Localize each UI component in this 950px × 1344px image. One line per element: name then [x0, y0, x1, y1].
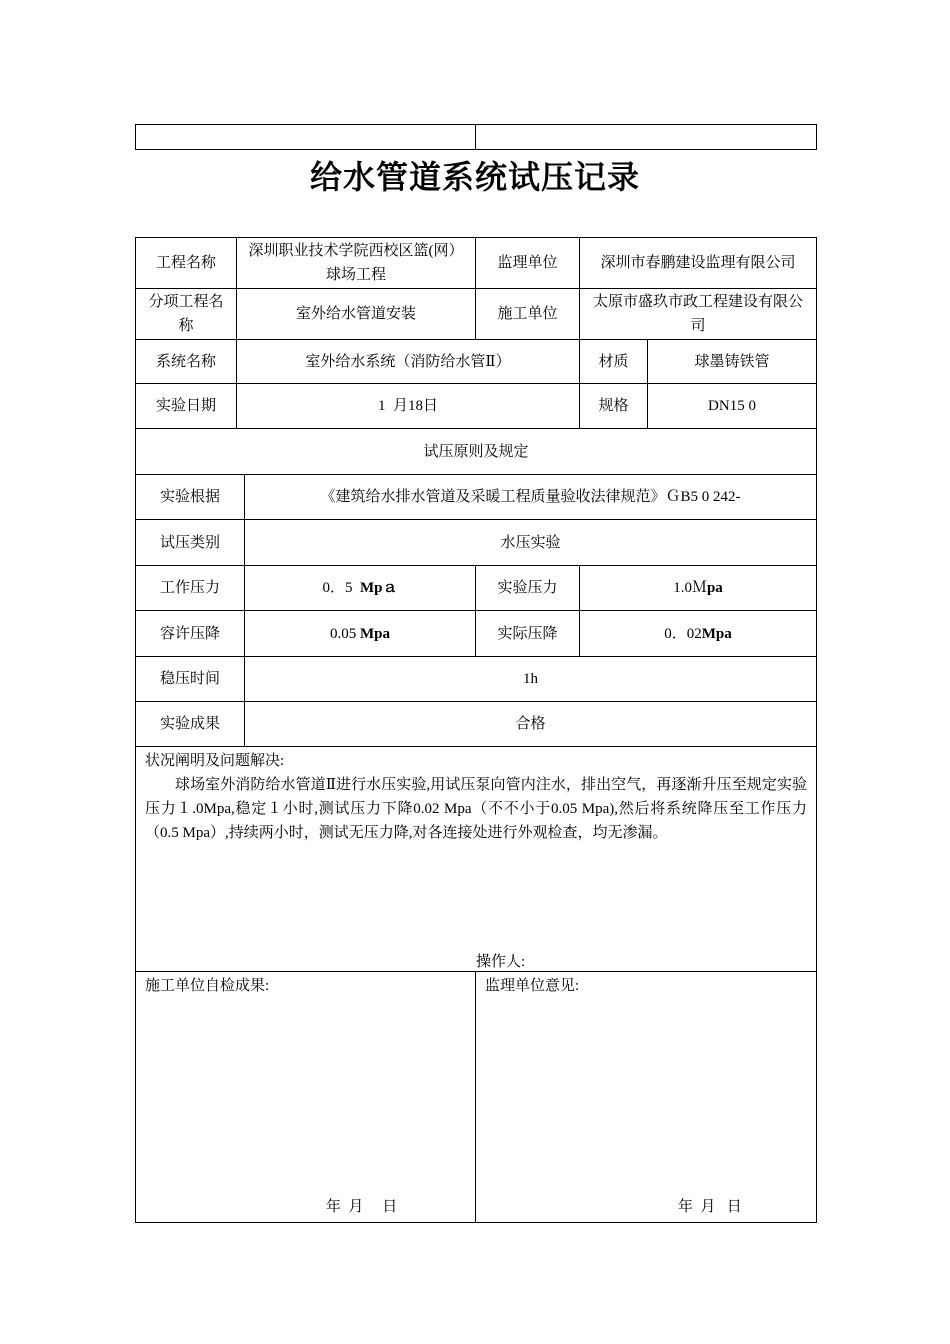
pressure-row: [136, 566, 817, 611]
date-row: [136, 384, 817, 429]
spec-value[interactable]: DN15 0: [648, 384, 817, 429]
actual-drop-value[interactable]: [580, 611, 817, 657]
material-value[interactable]: 球墨铸铁管: [648, 340, 817, 384]
work-pressure-number: 0．5: [322, 580, 357, 596]
actual-drop-number: 0．02: [664, 625, 702, 642]
self-check-date: 年 月 日: [326, 1199, 398, 1215]
drop-row: [136, 611, 817, 657]
project-label: 工程名称: [136, 238, 237, 289]
date-label: 实验日期: [136, 384, 237, 429]
supervisor-cell[interactable]: [476, 972, 817, 1223]
work-pressure-label: 工作压力: [136, 566, 245, 611]
actual-drop-unit: Mpa: [701, 625, 732, 642]
basis-row: [136, 475, 817, 520]
principles-row: [136, 429, 817, 475]
project-row: [136, 238, 817, 289]
construction-value[interactable]: 太原市盛玖市政工程建设有限公司: [580, 289, 817, 340]
self-check-cell[interactable]: [136, 972, 476, 1223]
type-value[interactable]: 水压实验: [245, 520, 817, 566]
test-record-table: [135, 237, 817, 1223]
allowed-drop-number: 0.05: [330, 625, 357, 642]
construction-label: 施工单位: [476, 289, 580, 340]
basis-label: 实验根据: [136, 475, 245, 520]
spec-label: 规格: [580, 384, 648, 429]
type-label: 试压类别: [136, 520, 245, 566]
test-pressure-unit: pa: [706, 580, 723, 596]
page-title: 给水管道系统试压记录: [309, 158, 640, 196]
actual-drop-label: 实际压降: [476, 611, 580, 657]
project-value[interactable]: 深圳职业技术学院西校区篮(网）球场工程: [237, 238, 476, 289]
allowed-drop-unit: Mpa: [360, 625, 390, 642]
subitem-label: 分项工程名称: [136, 289, 237, 340]
allowed-drop-label: 容许压降: [136, 611, 245, 657]
result-label: 实验成果: [136, 702, 245, 747]
self-check-label: 施工单位自检成果:: [145, 978, 270, 994]
result-row: [136, 702, 817, 747]
supervision-label: 监理单位: [476, 238, 580, 289]
allowed-drop-value[interactable]: [245, 611, 476, 657]
work-pressure-value[interactable]: [245, 566, 476, 611]
header-cell-left[interactable]: [136, 125, 476, 150]
notes-row: [136, 747, 817, 972]
subitem-row: [136, 289, 817, 340]
material-label: 材质: [580, 340, 648, 384]
test-pressure-label: 实验压力: [476, 566, 580, 611]
system-row: [136, 340, 817, 384]
system-label: 系统名称: [136, 340, 237, 384]
hold-time-row: [136, 657, 817, 702]
test-pressure-number: 1.0Ｍ: [673, 580, 707, 596]
supervisor-label: 监理单位意见:: [485, 978, 580, 994]
type-row: [136, 520, 817, 566]
basis-value[interactable]: 《建筑给水排水管道及采暖工程质量验收法律规范》ＧB5 0 242-: [245, 475, 817, 520]
header-cell-right[interactable]: [476, 125, 817, 150]
hold-time-value[interactable]: 1h: [245, 657, 817, 702]
subitem-value[interactable]: 室外给水管道安装: [237, 289, 476, 340]
test-pressure-value[interactable]: [580, 566, 817, 611]
signoff-row: [136, 972, 817, 1223]
principles-header: 试压原则及规定: [136, 429, 817, 475]
supervision-value[interactable]: 深圳市春鹏建设监理有限公司: [580, 238, 817, 289]
supervisor-date: 年 月 日: [678, 1199, 742, 1215]
work-pressure-unit: Mpａ: [360, 580, 398, 596]
notes-body: 球场室外消防给水管道Ⅱ进行水压实验,用试压泵向管内注水，排出空气，再逐渐升压至规定实验压力１.0Mpa,稳定１小时,测试压力下降0.02 Mpa（不不小于0.05 Mpa),然后将系统降压至工作压力（0.5 Mpa）,持续两小时，测试无压力降,对各连接处进行外观检查，均无渗漏。: [145, 777, 808, 841]
result-value[interactable]: 合格: [245, 702, 817, 747]
system-value[interactable]: 室外给水系统（消防给水管Ⅱ）: [237, 340, 580, 384]
operator-label: 操作人:: [476, 954, 526, 970]
header-table: [135, 124, 817, 150]
notes-label: 状况阐明及问题解决:: [145, 753, 285, 769]
hold-time-label: 稳压时间: [136, 657, 245, 702]
notes-cell[interactable]: [136, 747, 817, 972]
date-value[interactable]: 1 月18日: [237, 384, 580, 429]
